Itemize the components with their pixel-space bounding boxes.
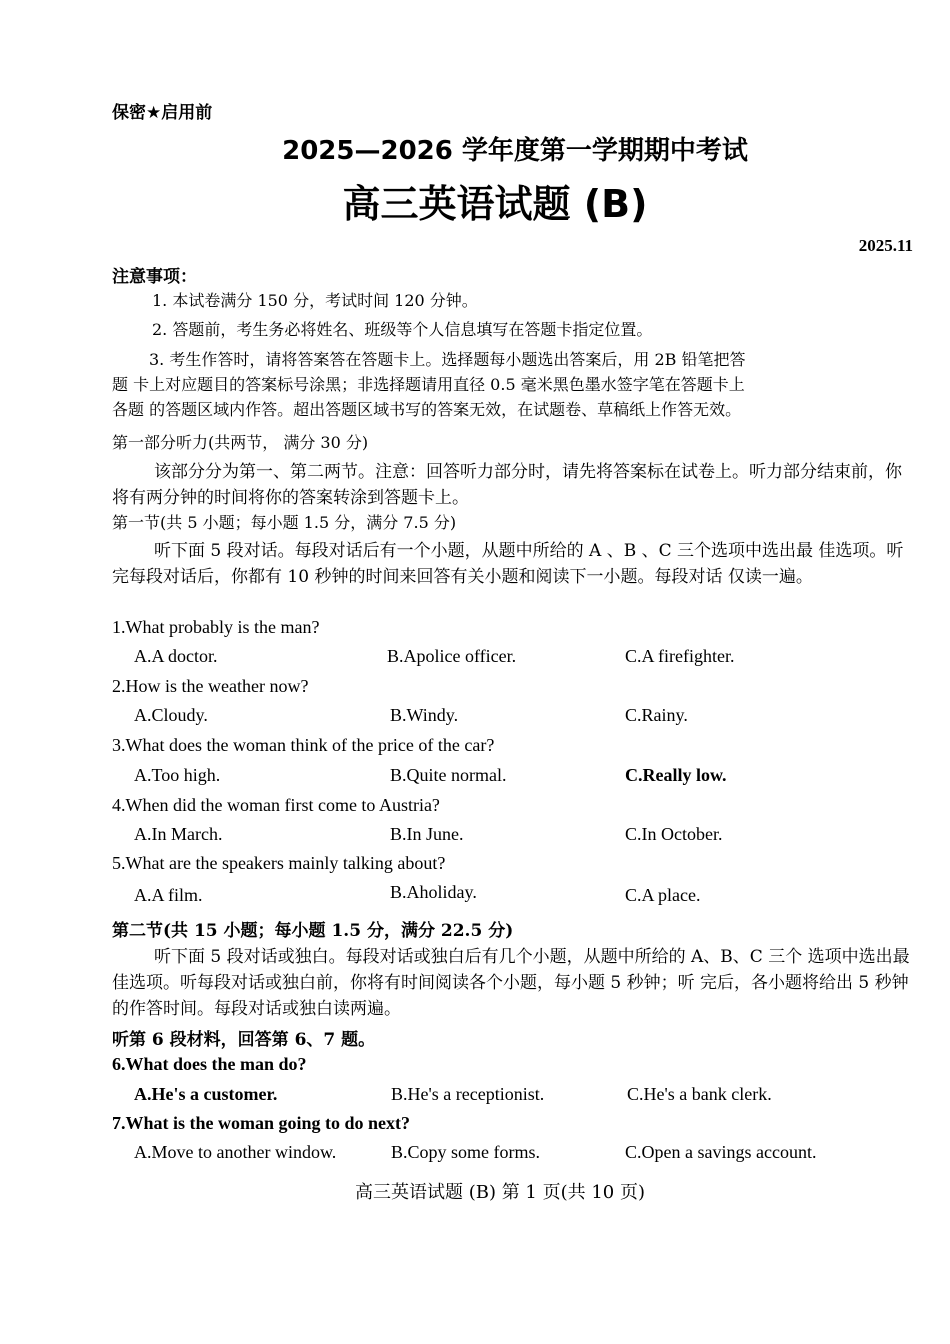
q7-option-c: C.Open a savings account. xyxy=(625,1142,817,1162)
notice-item-2: 2. 答题前，考生务必将姓名、班级等个人信息填写在答题卡指定位置。 xyxy=(152,320,653,339)
q2-option-a: A.Cloudy. xyxy=(134,705,208,725)
confidential-label: 保密★启用前 xyxy=(112,103,213,123)
question-4: 4.When did the woman first come to Austria? xyxy=(112,795,440,815)
q2-option-c: C.Rainy. xyxy=(625,705,688,725)
question-1: 1.What probably is the man? xyxy=(112,617,320,637)
page-title: 高三英语试题 (B) xyxy=(342,182,648,226)
q5-option-b: B.Aholiday. xyxy=(390,882,477,902)
notice-heading: 注意事项： xyxy=(112,267,197,287)
q2-option-b: B.Windy. xyxy=(390,705,459,725)
section2-instruction: 听下面 5 段对话或独白。每段对话或独白后有几个小题，从题中所给的 A、B、C 三个 选项中选出最佳选项。听每段对话或独白前，你将有时间阅读各个小题，每小题 5 秒钟；听 完后，各小题将给出 5 秒钟的作答时间。每段对话或独白读两遍。 xyxy=(112,947,910,1019)
notice-item-3-line-3: 各题 的答题区域内作答。超出答题区域书写的答案无效，在试题卷、草稿纸上作答无效。 xyxy=(112,400,742,419)
q4-option-a: A.In March. xyxy=(134,824,223,844)
q5-option-c: C.A place. xyxy=(625,885,701,905)
q4-option-b: B.In June. xyxy=(390,824,464,844)
q4-option-c: C.In October. xyxy=(625,824,723,844)
part1-heading: 第一部分听力(共两节， 满分 30 分) xyxy=(112,433,369,452)
page-footer: 高三英语试题 (B) 第 1 页(共 10 页) xyxy=(354,1182,645,1203)
notice-item-3-line-1: 3. 考生作答时，请将答案答在答题卡上。选择题每小题选出答案后，用 2B 铅笔把答 xyxy=(149,350,746,369)
exam-date: 2025.11 xyxy=(858,236,913,255)
question-3: 3.What does the woman think of the price of the car? xyxy=(112,735,495,755)
question-7: 7.What is the woman going to do next? xyxy=(112,1113,411,1133)
part1-intro: 该部分分为第一、第二两节。注意：回答听力部分时，请先将答案标在试卷上。听力部分结束前，你将有两分钟的时间将你的答案转涂到答题卡上。 xyxy=(112,462,902,508)
material-heading: 听第 6 段材料，回答第 6、7 题。 xyxy=(112,1030,376,1050)
question-6: 6.What does the man do? xyxy=(112,1054,307,1074)
exam-name: 2025—2026 学年度第一学期期中考试 xyxy=(282,136,748,166)
q1-option-c: C.A firefighter. xyxy=(625,646,735,666)
q6-option-c: C.He's a bank clerk. xyxy=(627,1084,772,1104)
q3-option-c: C.Really low. xyxy=(625,765,727,785)
notice-item-3-line-2: 题 卡上对应题目的答案标号涂黑；非选择题请用直径 0.5 毫米黑色墨水签字笔在答题卡上 xyxy=(112,375,745,394)
section2-heading: 第二节(共 15 小题；每小题 1.5 分，满分 22.5 分) xyxy=(112,921,514,941)
section1-heading: 第一节(共 5 小题；每小题 1.5 分，满分 7.5 分) xyxy=(112,513,457,532)
q7-option-a: A.Move to another window. xyxy=(134,1142,337,1162)
q3-option-b: B.Quite normal. xyxy=(390,765,507,785)
q5-option-a: A.A film. xyxy=(134,885,203,905)
notice-item-1: 1. 本试卷满分 150 分，考试时间 120 分钟。 xyxy=(152,291,478,310)
q6-option-a: A.He's a customer. xyxy=(134,1084,278,1104)
q1-option-b: B.Apolice officer. xyxy=(387,646,517,666)
question-5: 5.What are the speakers mainly talking about? xyxy=(112,853,446,873)
section1-instruction: 听下面 5 段对话。每段对话后有一个小题，从题中所给的 A 、B 、C 三个选项中选出最 佳选项。听完每段对话后，你都有 10 秒钟的时间来回答有关小题和阅读下一小题。每段对话 仅读一遍。 xyxy=(112,541,904,587)
q6-option-b: B.He's a receptionist. xyxy=(391,1084,545,1104)
question-2: 2.How is the weather now? xyxy=(112,676,309,696)
q7-option-b: B.Copy some forms. xyxy=(391,1142,541,1162)
q3-option-a: A.Too high. xyxy=(134,765,221,785)
q1-option-a: A.A doctor. xyxy=(134,646,218,666)
